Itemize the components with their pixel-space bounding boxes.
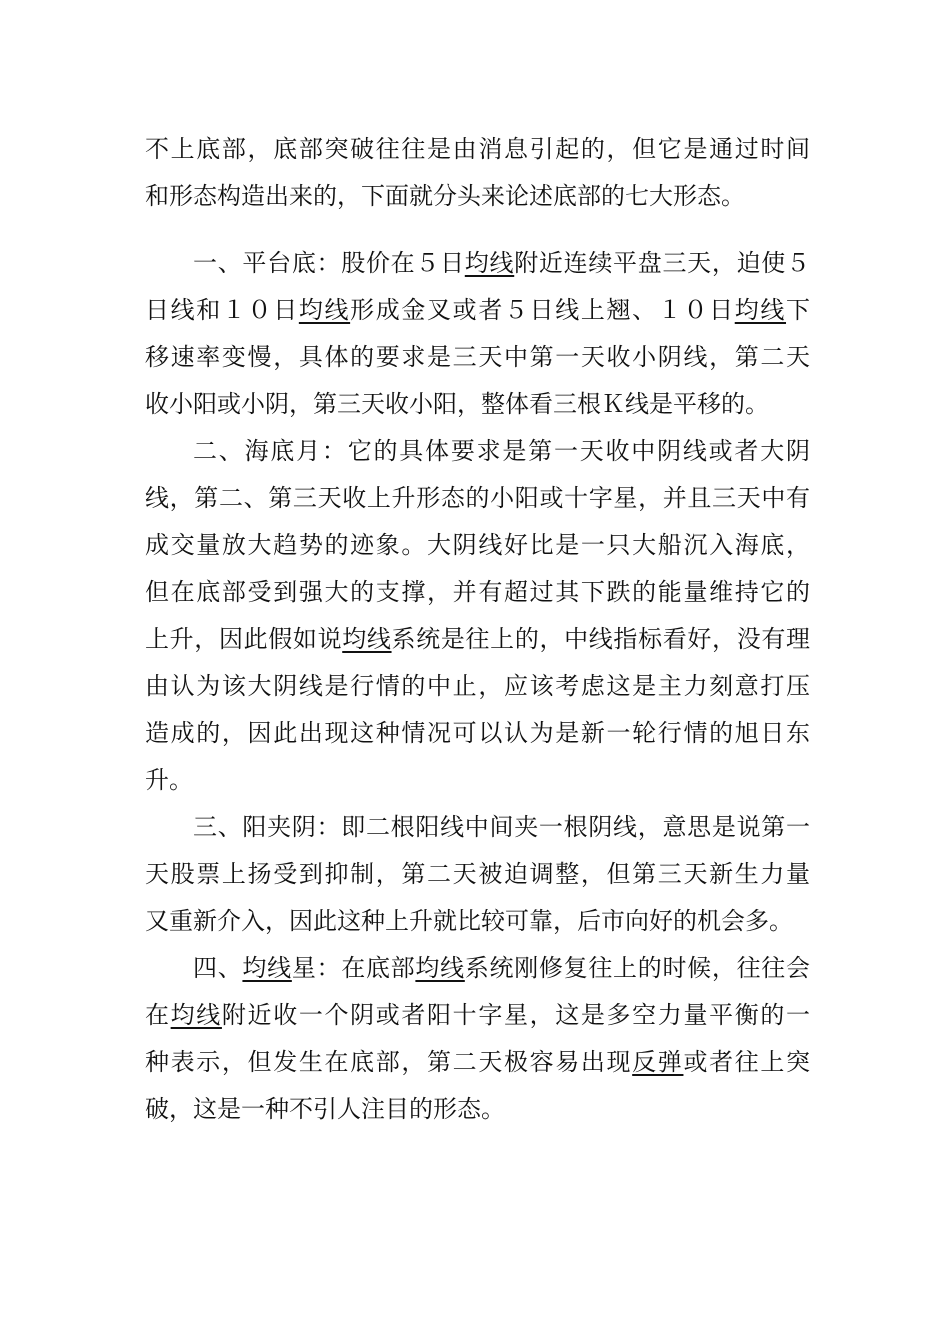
text-run: 下 xyxy=(786,296,811,324)
section4-line-3 xyxy=(145,1039,810,1086)
section1-line-4: 收小阳或小阴，第三天收小阳，整体看三根Ｋ线是平移的。 xyxy=(145,390,769,418)
text-run: 一、平台底：股价在５日 xyxy=(193,249,465,277)
section3-line-3: 又重新介入，因此这种上升就比较可靠，后市向好的机会多。 xyxy=(145,907,793,935)
underlined-term: 均线 xyxy=(298,296,351,324)
section2-line-7: 造成的，因此出现这种情况可以认为是新一轮行情的旭日东 xyxy=(145,719,810,747)
section2-line-2: 线，第二、第三天收上升形态的小阳或十字星，并且三天中有 xyxy=(145,484,810,512)
section2-line-5 xyxy=(145,616,810,663)
underlined-term: 均线 xyxy=(734,296,787,324)
body-text xyxy=(145,126,810,1133)
section2-line-1: 二、海底月：它的具体要求是第一天收中阴线或者大阴 xyxy=(193,437,810,465)
section-yang-sandwich-yin xyxy=(145,804,810,945)
section-moving-average-star xyxy=(145,945,810,1133)
text-run: 形成金叉或者５日线上翘、１０日 xyxy=(350,296,735,324)
section1-line-1 xyxy=(145,240,810,287)
text-run: 或者往上突 xyxy=(683,1048,811,1076)
text-run: 种表示，但发生在底部，第二天极容易出现 xyxy=(145,1048,633,1076)
text-run: 星：在底部 xyxy=(291,954,416,982)
section1-line-3: 移速率变慢，具体的要求是三天中第一天收小阴线，第二天 xyxy=(145,343,810,371)
section-sea-bottom-moon xyxy=(145,428,810,804)
text-run: 日线和１０日 xyxy=(145,296,299,324)
section3-line-1: 三、阳夹阴：即二根阳线中间夹一根阴线，意思是说第一 xyxy=(193,813,810,841)
intro-line-2: 和形态构造出来的，下面就分头来论述底部的七大形态。 xyxy=(145,182,745,210)
section3-line-2: 天股票上扬受到抑制，第二天被迫调整，但第三天新生力量 xyxy=(145,860,810,888)
underlined-term: 均线 xyxy=(170,1001,222,1029)
text-run: 在 xyxy=(145,1001,171,1029)
section4-line-4: 破，这是一种不引人注目的形态。 xyxy=(145,1095,505,1123)
intro-paragraph xyxy=(145,126,810,220)
section4-line-2 xyxy=(145,992,810,1039)
text-run: 上升，因此假如说 xyxy=(145,625,343,653)
text-run: 附近收一个阴或者阳十字星，这是多空力量平衡的一 xyxy=(221,1001,811,1029)
underlined-term: 均线 xyxy=(464,249,515,277)
text-run: 系统是往上的，中线指标看好，没有理 xyxy=(391,625,811,653)
text-run: 系统刚修复往上的时候，往往会 xyxy=(464,954,811,982)
paragraph-gap xyxy=(145,220,810,240)
section1-line-2 xyxy=(145,287,810,334)
text-run: 附近连续平盘三天，迫使５ xyxy=(514,249,811,277)
text-run: 四、 xyxy=(193,954,243,982)
underlined-term: 均线 xyxy=(242,954,292,982)
section2-line-3: 成交量放大趋势的迹象。大阴线好比是一只大船沉入海底， xyxy=(145,531,810,559)
section4-line-1 xyxy=(145,945,810,992)
section2-line-6: 由认为该大阴线是行情的中止，应该考虑这是主力刻意打压 xyxy=(145,672,810,700)
section2-line-8: 升。 xyxy=(145,766,193,794)
section-platform-bottom xyxy=(145,240,810,428)
intro-line-1: 不上底部，底部突破往往是由消息引起的，但它是通过时间 xyxy=(145,135,810,163)
underlined-term: 均线 xyxy=(415,954,465,982)
underlined-term: 反弹 xyxy=(632,1048,684,1076)
underlined-term: 均线 xyxy=(342,625,392,653)
section2-line-4: 但在底部受到强大的支撑，并有超过其下跌的能量维持它的 xyxy=(145,578,810,606)
